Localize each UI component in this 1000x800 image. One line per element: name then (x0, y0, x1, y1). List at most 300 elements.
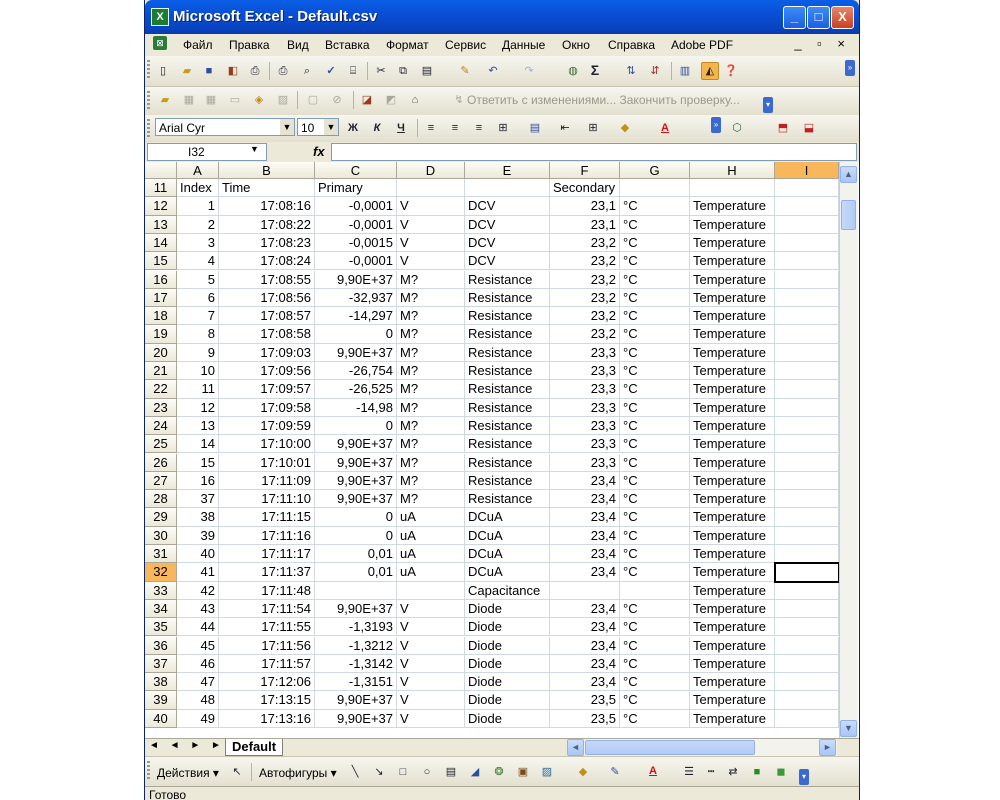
scroll-left-icon[interactable]: ◄ (567, 739, 584, 756)
spelling-icon[interactable]: ✓ (326, 65, 336, 77)
cell-c18[interactable]: -14,297 (315, 307, 397, 325)
cell-f19[interactable]: 23,2 (550, 325, 620, 343)
copy-icon[interactable]: ⧉ (399, 65, 407, 77)
cell-i38[interactable] (775, 673, 839, 691)
vertical-scrollbar[interactable] (839, 162, 858, 738)
font-color-icon[interactable]: A (649, 765, 657, 777)
cell-b16[interactable]: 17:08:55 (219, 271, 315, 289)
reply-with-changes-text[interactable]: Ответить с изменениями... Закончить проверку... (467, 93, 740, 107)
maximize-button[interactable]: □ (807, 6, 830, 29)
cell-a30[interactable]: 39 (177, 527, 219, 545)
font-color-icon[interactable]: A (661, 122, 669, 134)
reviewing-icon[interactable]: ◩ (385, 94, 397, 106)
cell-a39[interactable]: 48 (177, 691, 219, 709)
cell-c27[interactable]: 9,90E+37 (315, 472, 397, 490)
cell-d36[interactable]: V (397, 637, 465, 655)
cell-d11[interactable] (397, 179, 465, 197)
cell-b36[interactable]: 17:11:56 (219, 637, 315, 655)
cell-f13[interactable]: 23,1 (550, 216, 620, 234)
row-header[interactable]: 25 (145, 435, 177, 453)
cell-f38[interactable]: 23,4 (550, 673, 620, 691)
cell-f33[interactable] (550, 582, 620, 600)
cell-f20[interactable]: 23,3 (550, 344, 620, 362)
toolbar-options-icon[interactable]: » (845, 60, 855, 76)
cell-i16[interactable] (775, 271, 839, 289)
cell-i21[interactable] (775, 362, 839, 380)
formula-input[interactable] (331, 143, 857, 161)
comment-icon[interactable]: ▭ (229, 94, 241, 106)
merge-center-icon[interactable]: ⊞ (498, 122, 508, 134)
undo-icon[interactable]: ↶ (488, 65, 498, 77)
cell-c22[interactable]: -26,525 (315, 380, 397, 398)
cell-g19[interactable]: °C (620, 325, 690, 343)
cell-b15[interactable]: 17:08:24 (219, 252, 315, 270)
cell-c35[interactable]: -1,3193 (315, 618, 397, 636)
cell-a11[interactable]: Index (177, 179, 219, 197)
cell-f25[interactable]: 23,3 (550, 435, 620, 453)
diagram-icon[interactable]: ❂ (494, 766, 504, 778)
cell-i29[interactable] (775, 508, 839, 526)
cell-i18[interactable] (775, 307, 839, 325)
cell-a21[interactable]: 10 (177, 362, 219, 380)
row-header[interactable]: 37 (145, 655, 177, 673)
cell-d21[interactable]: M? (397, 362, 465, 380)
cell-f23[interactable]: 23,3 (550, 399, 620, 417)
row-header[interactable]: 33 (145, 582, 177, 600)
cell-b11[interactable]: Time (219, 179, 315, 197)
row-header[interactable]: 29 (145, 508, 177, 526)
hyperlink-icon[interactable]: ◍ (568, 65, 578, 77)
cell-h31[interactable]: Temperature (690, 545, 775, 563)
cell-e34[interactable]: Diode (465, 600, 550, 618)
cell-d30[interactable]: uA (397, 527, 465, 545)
paste-icon[interactable]: ▤ (421, 65, 433, 77)
fill-color-icon[interactable]: ◆ (620, 122, 630, 134)
toolbar-grip[interactable] (147, 91, 150, 109)
menu-file[interactable]: Файл (183, 38, 213, 52)
cell-i13[interactable] (775, 216, 839, 234)
wordart-icon[interactable]: ◢ (470, 766, 480, 778)
cell-h22[interactable]: Temperature (690, 380, 775, 398)
document-icon[interactable]: ⊠ (153, 36, 167, 50)
cell-b12[interactable]: 17:08:16 (219, 197, 315, 215)
cell-c19[interactable]: 0 (315, 325, 397, 343)
decrease-indent-icon[interactable]: ⇤ (560, 122, 570, 134)
sheet-tab-default[interactable]: Default (225, 739, 283, 756)
line-style-icon[interactable]: ☰ (684, 766, 694, 778)
title-bar[interactable] (145, 0, 859, 34)
cell-f24[interactable]: 23,3 (550, 417, 620, 435)
cell-b26[interactable]: 17:10:01 (219, 454, 315, 472)
cell-c15[interactable]: -0,0001 (315, 252, 397, 270)
cell-d38[interactable]: V (397, 673, 465, 691)
rectangle-icon[interactable]: □ (399, 766, 407, 778)
cell-a17[interactable]: 6 (177, 289, 219, 307)
toolbar-grip[interactable] (147, 60, 150, 78)
cell-d14[interactable]: V (397, 234, 465, 252)
cell-d17[interactable]: M? (397, 289, 465, 307)
cell-d27[interactable]: M? (397, 472, 465, 490)
cell-h13[interactable]: Temperature (690, 216, 775, 234)
row-header[interactable]: 23 (145, 399, 177, 417)
row-header[interactable]: 22 (145, 380, 177, 398)
cut-icon[interactable]: ✂ (376, 65, 386, 77)
row-header[interactable]: 13 (145, 216, 177, 234)
cell-e22[interactable]: Resistance (465, 380, 550, 398)
cell-c40[interactable]: 9,90E+37 (315, 710, 397, 728)
row-header[interactable]: 15 (145, 252, 177, 270)
cell-e19[interactable]: Resistance (465, 325, 550, 343)
menu-tools[interactable]: Сервис (445, 38, 487, 52)
cell-f15[interactable]: 23,2 (550, 252, 620, 270)
cell-g32[interactable]: °C (620, 563, 690, 581)
column-header-e[interactable]: E (465, 162, 550, 179)
cell-i28[interactable] (775, 490, 839, 508)
cell-e36[interactable]: Diode (465, 637, 550, 655)
cell-a25[interactable]: 14 (177, 435, 219, 453)
cell-f27[interactable]: 23,4 (550, 472, 620, 490)
cell-g33[interactable] (620, 582, 690, 600)
cell-c28[interactable]: 9,90E+37 (315, 490, 397, 508)
cell-f36[interactable]: 23,4 (550, 637, 620, 655)
row-header[interactable]: 14 (145, 234, 177, 252)
column-header-b[interactable]: B (219, 162, 315, 179)
cell-i30[interactable] (775, 527, 839, 545)
comment-icon[interactable]: ▢ (307, 94, 319, 106)
cell-e27[interactable]: Resistance (465, 472, 550, 490)
cell-a26[interactable]: 15 (177, 454, 219, 472)
shadow-icon[interactable]: ■ (753, 766, 761, 778)
cell-i14[interactable] (775, 234, 839, 252)
cell-c21[interactable]: -26,754 (315, 362, 397, 380)
cell-f16[interactable]: 23,2 (550, 271, 620, 289)
cell-i11[interactable] (775, 179, 839, 197)
cell-i17[interactable] (775, 289, 839, 307)
cell-a19[interactable]: 8 (177, 325, 219, 343)
cell-f11[interactable]: Secondary (550, 179, 620, 197)
drawing-icon[interactable]: ◭ (701, 62, 719, 80)
cell-i35[interactable] (775, 618, 839, 636)
print-preview-icon[interactable]: ⎙ (250, 65, 260, 77)
cell-g14[interactable]: °C (620, 234, 690, 252)
cell-e33[interactable]: Capacitance (465, 582, 550, 600)
cell-e24[interactable]: Resistance (465, 417, 550, 435)
line-color-icon[interactable]: ✎ (610, 766, 620, 778)
cell-g25[interactable]: °C (620, 435, 690, 453)
arrow-style-icon[interactable]: ⇄ (728, 766, 738, 778)
cell-e26[interactable]: Resistance (465, 454, 550, 472)
cell-f37[interactable]: 23,4 (550, 655, 620, 673)
cell-e23[interactable]: Resistance (465, 399, 550, 417)
cell-e21[interactable]: Resistance (465, 362, 550, 380)
cell-g35[interactable]: °C (620, 618, 690, 636)
cell-a35[interactable]: 44 (177, 618, 219, 636)
cell-g17[interactable]: °C (620, 289, 690, 307)
cell-g13[interactable]: °C (620, 216, 690, 234)
cell-h16[interactable]: Temperature (690, 271, 775, 289)
cell-f18[interactable]: 23,2 (550, 307, 620, 325)
cell-a12[interactable]: 1 (177, 197, 219, 215)
cell-f26[interactable]: 23,3 (550, 454, 620, 472)
column-header-c[interactable]: C (315, 162, 397, 179)
horizontal-scroll-thumb[interactable] (585, 740, 755, 755)
clipart-icon[interactable]: ▣ (517, 766, 529, 778)
cell-f40[interactable]: 23,5 (550, 710, 620, 728)
column-header-h[interactable]: H (690, 162, 775, 179)
cell-e40[interactable]: Diode (465, 710, 550, 728)
cell-c11[interactable]: Primary (315, 179, 397, 197)
cell-f22[interactable]: 23,3 (550, 380, 620, 398)
close-button[interactable]: X (831, 6, 854, 29)
toolbar-grip[interactable] (147, 119, 150, 137)
cell-g15[interactable]: °C (620, 252, 690, 270)
cell-b13[interactable]: 17:08:22 (219, 216, 315, 234)
cell-e11[interactable] (465, 179, 550, 197)
autoshapes-menu[interactable]: Автофигуры ▾ (259, 766, 337, 780)
column-header-g[interactable]: G (620, 162, 690, 179)
cell-d16[interactable]: M? (397, 271, 465, 289)
cell-d34[interactable]: V (397, 600, 465, 618)
cell-i40[interactable] (775, 710, 839, 728)
cell-h35[interactable]: Temperature (690, 618, 775, 636)
minimize-button[interactable]: _ (783, 6, 806, 29)
reviewing-icon[interactable]: ▦ (183, 94, 195, 106)
toolbar-options-icon[interactable]: » (711, 117, 721, 133)
spreadsheet-grid[interactable] (145, 162, 859, 738)
cell-d39[interactable]: V (397, 691, 465, 709)
cell-g20[interactable]: °C (620, 344, 690, 362)
cell-a14[interactable]: 3 (177, 234, 219, 252)
cell-a23[interactable]: 12 (177, 399, 219, 417)
cell-e17[interactable]: Resistance (465, 289, 550, 307)
cell-d23[interactable]: M? (397, 399, 465, 417)
cell-i39[interactable] (775, 691, 839, 709)
reviewing-icon[interactable]: ⌂ (411, 94, 419, 106)
cell-d20[interactable]: M? (397, 344, 465, 362)
cell-h12[interactable]: Temperature (690, 197, 775, 215)
row-header[interactable]: 32 (145, 563, 177, 581)
name-box[interactable]: I32 (147, 143, 267, 161)
align-center-icon[interactable]: ≡ (451, 122, 459, 134)
cell-e15[interactable]: DCV (465, 252, 550, 270)
cell-c31[interactable]: 0,01 (315, 545, 397, 563)
cell-g39[interactable]: °C (620, 691, 690, 709)
fill-color-icon[interactable]: ◆ (578, 766, 588, 778)
3d-icon[interactable]: ◼ (776, 766, 786, 778)
cell-f34[interactable]: 23,4 (550, 600, 620, 618)
chevron-down-icon[interactable]: ▼ (280, 119, 294, 135)
dash-style-icon[interactable]: ┅ (707, 766, 715, 778)
preview-icon[interactable]: ⌕ (303, 65, 311, 77)
cell-i34[interactable] (775, 600, 839, 618)
cell-f31[interactable]: 23,4 (550, 545, 620, 563)
cell-i25[interactable] (775, 435, 839, 453)
cell-f35[interactable]: 23,4 (550, 618, 620, 636)
chevron-down-icon[interactable]: ▼ (250, 144, 259, 154)
active-cell[interactable] (774, 562, 840, 582)
print-icon[interactable]: ⎙ (278, 65, 288, 77)
cell-c24[interactable]: 0 (315, 417, 397, 435)
cell-e16[interactable]: Resistance (465, 271, 550, 289)
cell-g26[interactable]: °C (620, 454, 690, 472)
cell-a24[interactable]: 13 (177, 417, 219, 435)
cell-d32[interactable]: uA (397, 563, 465, 581)
menu-insert[interactable]: Вставка (325, 38, 370, 52)
cell-i36[interactable] (775, 637, 839, 655)
cell-d13[interactable]: V (397, 216, 465, 234)
row-header[interactable]: 38 (145, 673, 177, 691)
row-header[interactable]: 27 (145, 472, 177, 490)
cell-b30[interactable]: 17:11:16 (219, 527, 315, 545)
cell-a31[interactable]: 40 (177, 545, 219, 563)
cell-c32[interactable]: 0,01 (315, 563, 397, 581)
cell-b29[interactable]: 17:11:15 (219, 508, 315, 526)
cell-i23[interactable] (775, 399, 839, 417)
cell-b32[interactable]: 17:11:37 (219, 563, 315, 581)
font-size-select[interactable] (297, 118, 339, 136)
cell-c33[interactable] (315, 582, 397, 600)
row-header[interactable]: 30 (145, 527, 177, 545)
cell-i22[interactable] (775, 380, 839, 398)
cell-b23[interactable]: 17:09:58 (219, 399, 315, 417)
arrow-icon[interactable]: ↘ (374, 766, 384, 778)
cell-h15[interactable]: Temperature (690, 252, 775, 270)
cell-h29[interactable]: Temperature (690, 508, 775, 526)
cell-b22[interactable]: 17:09:57 (219, 380, 315, 398)
cell-g23[interactable]: °C (620, 399, 690, 417)
cell-h32[interactable]: Temperature (690, 563, 775, 581)
currency-icon[interactable]: ▤ (529, 122, 541, 134)
cell-h21[interactable]: Temperature (690, 362, 775, 380)
cell-a20[interactable]: 9 (177, 344, 219, 362)
cell-i33[interactable] (775, 582, 839, 600)
cell-c38[interactable]: -1,3151 (315, 673, 397, 691)
cell-h19[interactable]: Temperature (690, 325, 775, 343)
cell-c39[interactable]: 9,90E+37 (315, 691, 397, 709)
row-header[interactable]: 39 (145, 691, 177, 709)
cell-d19[interactable]: M? (397, 325, 465, 343)
cell-c29[interactable]: 0 (315, 508, 397, 526)
cell-b37[interactable]: 17:11:57 (219, 655, 315, 673)
cell-d31[interactable]: uA (397, 545, 465, 563)
cell-e25[interactable]: Resistance (465, 435, 550, 453)
cell-h11[interactable] (690, 179, 775, 197)
cell-d12[interactable]: V (397, 197, 465, 215)
cell-d37[interactable]: V (397, 655, 465, 673)
cell-c13[interactable]: -0,0001 (315, 216, 397, 234)
cell-g27[interactable]: °C (620, 472, 690, 490)
select-objects-icon[interactable]: ↖ (232, 766, 242, 778)
cell-h23[interactable]: Temperature (690, 399, 775, 417)
cell-e30[interactable]: DCuA (465, 527, 550, 545)
row-header[interactable]: 18 (145, 307, 177, 325)
redo-icon[interactable]: ↷ (524, 65, 534, 77)
format-painter-icon[interactable]: ✎ (460, 65, 470, 77)
cell-g38[interactable]: °C (620, 673, 690, 691)
row-header[interactable]: 35 (145, 618, 177, 636)
cell-g30[interactable]: °C (620, 527, 690, 545)
cell-e18[interactable]: Resistance (465, 307, 550, 325)
cell-e37[interactable]: Diode (465, 655, 550, 673)
menu-data[interactable]: Данные (502, 38, 546, 52)
cell-e20[interactable]: Resistance (465, 344, 550, 362)
document-window-controls[interactable]: _ ▫ × (794, 36, 851, 51)
cell-e32[interactable]: DCuA (465, 563, 550, 581)
cell-e31[interactable]: DCuA (465, 545, 550, 563)
cell-b39[interactable]: 17:13:15 (219, 691, 315, 709)
help-icon[interactable]: ❓ (724, 65, 738, 77)
reviewing-icon[interactable]: ▦ (205, 94, 217, 106)
row-header[interactable]: 28 (145, 490, 177, 508)
cell-b19[interactable]: 17:08:58 (219, 325, 315, 343)
cell-i19[interactable] (775, 325, 839, 343)
vertical-scroll-thumb[interactable] (841, 200, 856, 230)
cell-d18[interactable]: M? (397, 307, 465, 325)
cell-b25[interactable]: 17:10:00 (219, 435, 315, 453)
scroll-down-icon[interactable]: ▼ (840, 720, 857, 737)
cell-a34[interactable]: 43 (177, 600, 219, 618)
excel-app-icon[interactable]: X (151, 8, 169, 26)
cell-g29[interactable]: °C (620, 508, 690, 526)
cell-a16[interactable]: 5 (177, 271, 219, 289)
scroll-right-icon[interactable]: ► (819, 739, 836, 756)
row-header[interactable]: 16 (145, 271, 177, 289)
save-icon[interactable]: ■ (205, 65, 213, 77)
row-header[interactable]: 31 (145, 545, 177, 563)
cell-h34[interactable]: Temperature (690, 600, 775, 618)
cell-a33[interactable]: 42 (177, 582, 219, 600)
borders-icon[interactable]: ⊞ (588, 122, 598, 134)
sort-ascending-icon[interactable]: ⇅ (626, 65, 636, 77)
cell-h39[interactable]: Temperature (690, 691, 775, 709)
chart-wizard-icon[interactable]: ▥ (679, 65, 691, 77)
cell-d15[interactable]: V (397, 252, 465, 270)
line-icon[interactable]: ╲ (351, 766, 359, 778)
cell-c36[interactable]: -1,3212 (315, 637, 397, 655)
cell-c34[interactable]: 9,90E+37 (315, 600, 397, 618)
cell-i26[interactable] (775, 454, 839, 472)
bold-button[interactable]: Ж (348, 122, 358, 134)
row-header[interactable]: 21 (145, 362, 177, 380)
column-header-d[interactable]: D (397, 162, 465, 179)
cell-e13[interactable]: DCV (465, 216, 550, 234)
cell-b33[interactable]: 17:11:48 (219, 582, 315, 600)
cell-h38[interactable]: Temperature (690, 673, 775, 691)
column-header-a[interactable]: A (177, 162, 219, 179)
scroll-up-icon[interactable]: ▲ (840, 166, 857, 183)
cell-i20[interactable] (775, 344, 839, 362)
cell-a29[interactable]: 38 (177, 508, 219, 526)
cell-h33[interactable]: Temperature (690, 582, 775, 600)
cell-a28[interactable]: 37 (177, 490, 219, 508)
cell-i24[interactable] (775, 417, 839, 435)
select-all-corner[interactable] (145, 162, 177, 179)
cell-h40[interactable]: Temperature (690, 710, 775, 728)
cell-b18[interactable]: 17:08:57 (219, 307, 315, 325)
cell-g12[interactable]: °C (620, 197, 690, 215)
cell-g34[interactable]: °C (620, 600, 690, 618)
cell-i27[interactable] (775, 472, 839, 490)
cell-c14[interactable]: -0,0015 (315, 234, 397, 252)
cell-h30[interactable]: Temperature (690, 527, 775, 545)
cell-c16[interactable]: 9,90E+37 (315, 271, 397, 289)
row-header[interactable]: 17 (145, 289, 177, 307)
cell-h14[interactable]: Temperature (690, 234, 775, 252)
reviewing-icon[interactable]: ◪ (361, 94, 373, 106)
autosum-icon[interactable]: Σ (590, 62, 600, 78)
column-header-f[interactable]: F (550, 162, 620, 179)
italic-button[interactable]: К (373, 122, 381, 134)
